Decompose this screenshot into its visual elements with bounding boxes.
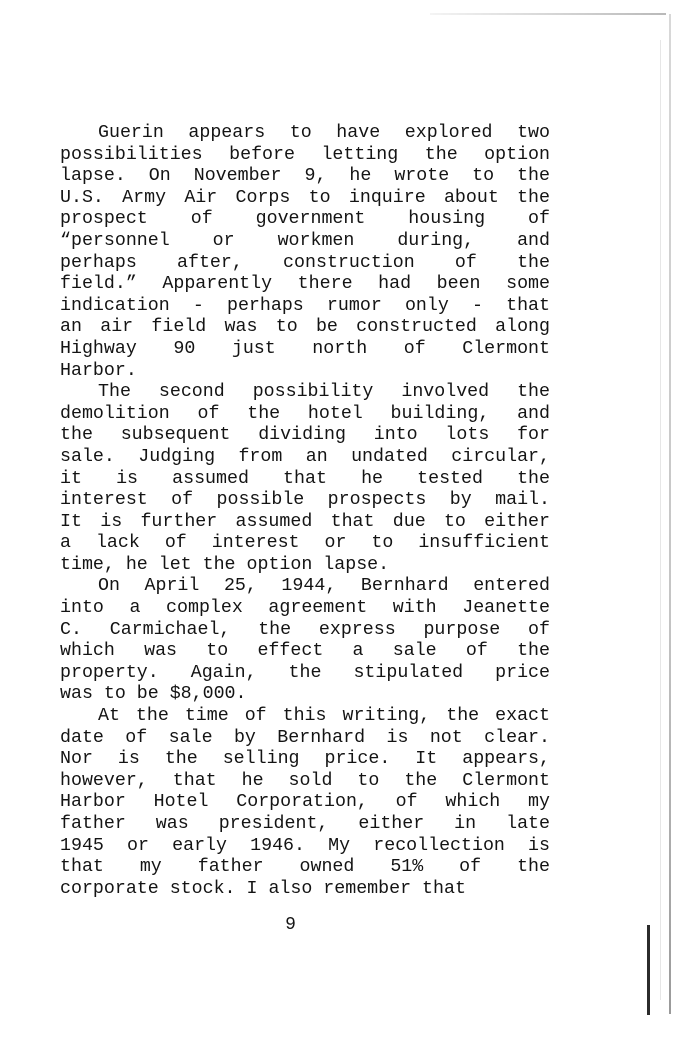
text-line: it is assumed that he tested the <box>60 468 550 489</box>
text-line: C. Carmichael, the express purpose of <box>60 619 550 640</box>
text-line: however, that he sold to the Clermont <box>60 770 550 791</box>
text-line: prospect of government housing of <box>60 209 550 230</box>
text-line: Harbor Hotel Corporation, of which my <box>60 792 550 813</box>
text-line: time, he let the option lapse. <box>60 554 390 575</box>
text-line: date of sale by Bernhard is not clear. <box>60 727 550 748</box>
page-edge-right <box>669 14 671 1014</box>
text-line: lapse. On November 9, he wrote to the <box>60 166 550 187</box>
text-line: 1945 or early 1946. My recollection is <box>60 835 550 856</box>
text-line: the subsequent dividing into lots for <box>60 425 550 446</box>
text-line: demolition of the hotel building, and <box>60 403 550 424</box>
page-number: 9 <box>285 915 296 935</box>
text-line: interest of possible prospects by mail. <box>60 490 550 511</box>
text-line: possibilities before letting the option <box>60 144 550 165</box>
text-line: Guerin appears to have explored two <box>98 123 550 143</box>
text-line: which was to effect a sale of the <box>60 641 550 662</box>
text-line: sale. Judging from an undated circular, <box>60 446 550 467</box>
text-line: Harbor. <box>60 360 137 381</box>
text-line: father was president, either in late <box>60 814 550 834</box>
text-line: On April 25, 1944, Bernhard entered <box>98 576 550 597</box>
body-text <box>60 123 550 900</box>
text-line: an air field was to be constructed along <box>60 317 550 338</box>
text-line: It is further assumed that due to either <box>60 511 550 532</box>
text-line: a lack of interest or to insufficient <box>60 533 550 554</box>
text-line: corporate stock. I also remember that <box>60 878 466 899</box>
text-line: that my father owned 51% of the <box>60 857 550 878</box>
text-line: indication - perhaps rumor only - that <box>60 295 550 316</box>
text-line: was to be $8,000. <box>60 684 247 705</box>
text-line: property. Again, the stipulated price <box>60 662 550 683</box>
text-line: into a complex agreement with Jeanette <box>60 598 550 619</box>
text-line: The second possibility involved the <box>98 382 550 403</box>
text-line: Highway 90 just north of Clermont <box>60 338 550 359</box>
text-line: At the time of this writing, the exact <box>98 706 550 727</box>
binding-mark <box>647 925 650 1015</box>
page-edge-right-inner <box>660 40 661 1000</box>
page-edge-top <box>430 13 666 15</box>
text-line: “personnel or workmen during, and <box>60 230 550 251</box>
text-line: U.S. Army Air Corps to inquire about the <box>60 187 550 208</box>
text-line: field.” Apparently there had been some <box>60 274 550 295</box>
text-line: perhaps after, construction of the <box>60 252 550 273</box>
text-line: Nor is the selling price. It appears, <box>60 749 550 770</box>
